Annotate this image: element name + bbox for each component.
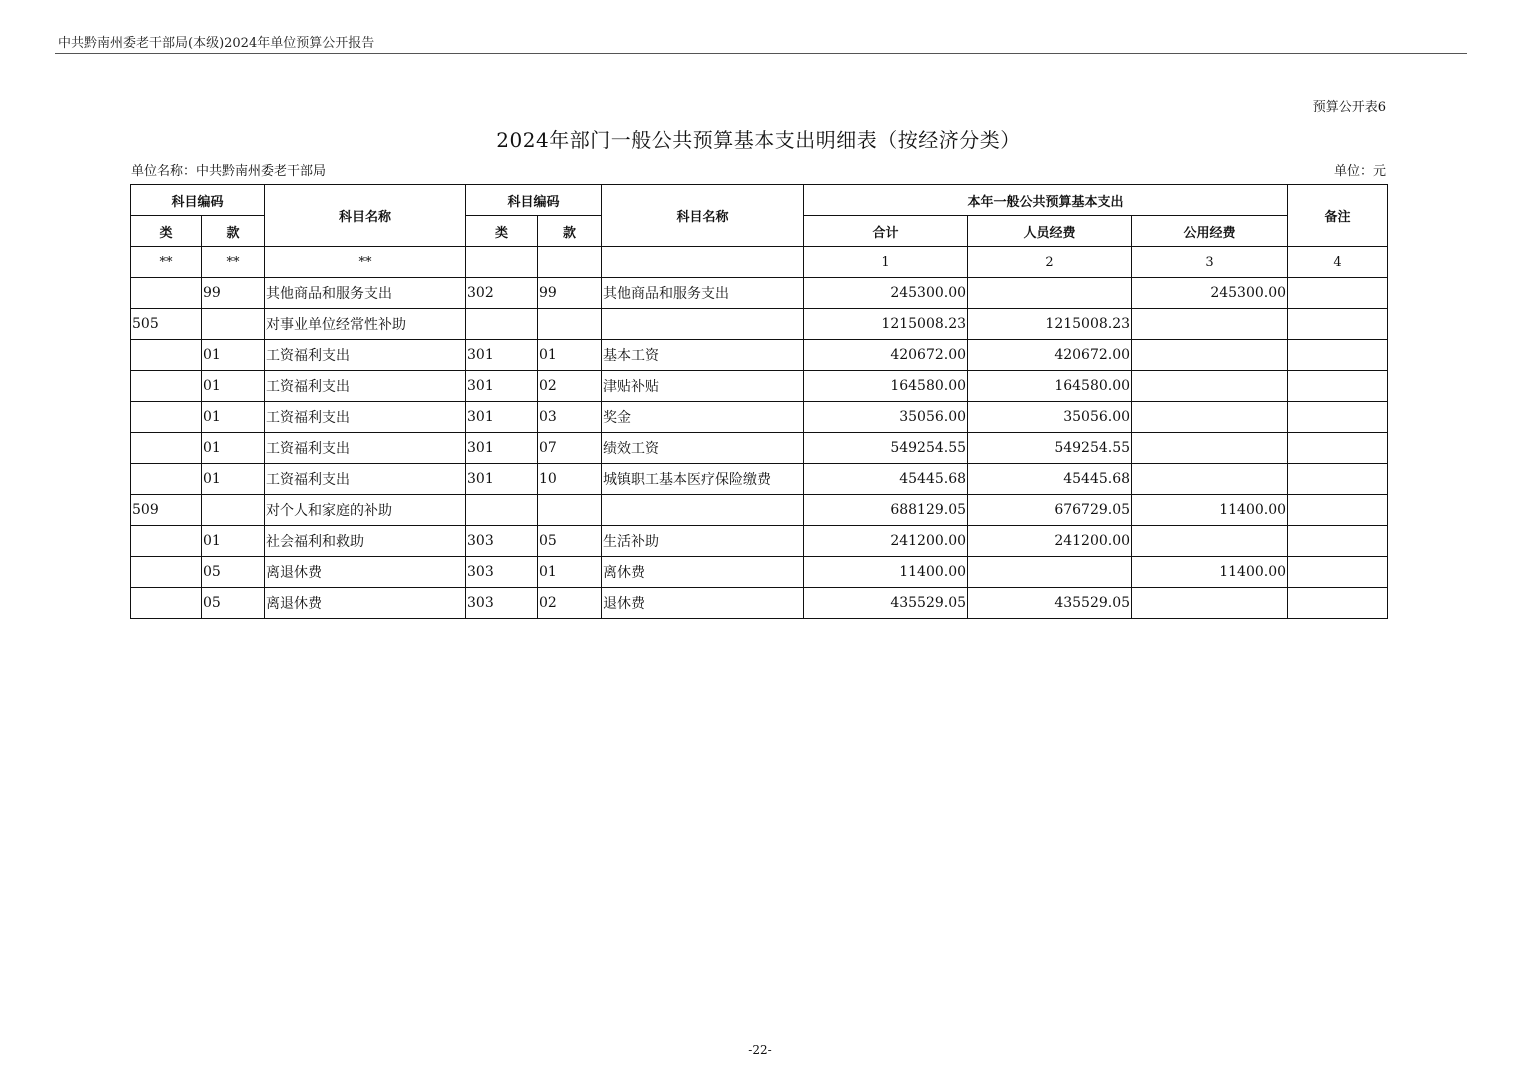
header-subject-name: 科目名称 xyxy=(265,185,466,247)
cell-remark xyxy=(1288,526,1388,557)
cell-name: 对事业单位经常性补助 xyxy=(265,309,466,340)
cell-name2: 绩效工资 xyxy=(602,433,804,464)
cell-kuan: 99 xyxy=(202,278,265,309)
index-cell xyxy=(602,247,804,278)
cell-remark xyxy=(1288,588,1388,619)
cell-name: 离退休费 xyxy=(265,588,466,619)
cell-lei2: 301 xyxy=(466,402,538,433)
cell-lei xyxy=(131,340,202,371)
cell-lei: 509 xyxy=(131,495,202,526)
cell-kuan2: 01 xyxy=(538,340,602,371)
cell-personnel: 45445.68 xyxy=(968,464,1132,495)
cell-remark xyxy=(1288,464,1388,495)
cell-public xyxy=(1132,433,1288,464)
cell-name2: 生活补助 xyxy=(602,526,804,557)
cell-lei xyxy=(131,402,202,433)
cell-lei2 xyxy=(466,495,538,526)
table-number: 预算公开表6 xyxy=(1312,100,1386,115)
cell-kuan2: 05 xyxy=(538,526,602,557)
cell-name2: 城镇职工基本医疗保险缴费 xyxy=(602,464,804,495)
cell-total: 164580.00 xyxy=(804,371,968,402)
header-kuan2: 款 xyxy=(538,216,602,247)
cell-remark xyxy=(1288,557,1388,588)
cell-remark xyxy=(1288,371,1388,402)
cell-name: 工资福利支出 xyxy=(265,340,466,371)
cell-total: 241200.00 xyxy=(804,526,968,557)
cell-public: 245300.00 xyxy=(1132,278,1288,309)
page-header: 中共黔南州委老干部局(本级)2024年单位预算公开报告 xyxy=(58,36,375,51)
cell-remark xyxy=(1288,433,1388,464)
table-row xyxy=(131,495,1388,526)
cell-public xyxy=(1132,402,1288,433)
header-total: 合计 xyxy=(804,216,968,247)
cell-lei2: 301 xyxy=(466,433,538,464)
table-row xyxy=(131,588,1388,619)
table-row xyxy=(131,402,1388,433)
cell-kuan2: 03 xyxy=(538,402,602,433)
cell-remark xyxy=(1288,340,1388,371)
header-remark: 备注 xyxy=(1288,185,1388,247)
cell-kuan: 05 xyxy=(202,588,265,619)
cell-total: 688129.05 xyxy=(804,495,968,526)
header-lei: 类 xyxy=(131,216,202,247)
cell-lei2: 301 xyxy=(466,371,538,402)
index-cell: ** xyxy=(131,247,202,278)
cell-public: 11400.00 xyxy=(1132,557,1288,588)
page-number: -22- xyxy=(748,1043,772,1057)
cell-remark xyxy=(1288,402,1388,433)
cell-name: 工资福利支出 xyxy=(265,464,466,495)
cell-public xyxy=(1132,309,1288,340)
header-kuan: 款 xyxy=(202,216,265,247)
cell-public xyxy=(1132,371,1288,402)
table-row xyxy=(131,557,1388,588)
table-row xyxy=(131,526,1388,557)
unit-name: 单位名称：中共黔南州委老干部局 xyxy=(131,164,327,179)
cell-public xyxy=(1132,340,1288,371)
expenditure-detail-table xyxy=(130,184,1388,619)
cell-kuan: 01 xyxy=(202,526,265,557)
cell-kuan2 xyxy=(538,495,602,526)
header-econ-name: 科目名称 xyxy=(602,185,804,247)
cell-personnel xyxy=(968,557,1132,588)
cell-kuan: 01 xyxy=(202,433,265,464)
cell-name2 xyxy=(602,309,804,340)
header-subject-code: 科目编码 xyxy=(131,185,265,216)
cell-name: 工资福利支出 xyxy=(265,402,466,433)
cell-lei2: 301 xyxy=(466,464,538,495)
cell-public xyxy=(1132,464,1288,495)
cell-name2: 津贴补贴 xyxy=(602,371,804,402)
document-title: 2024年部门一般公共预算基本支出明细表（按经济分类） xyxy=(496,128,1021,152)
header-personnel: 人员经费 xyxy=(968,216,1132,247)
index-cell xyxy=(466,247,538,278)
table-row xyxy=(131,309,1388,340)
cell-name2: 其他商品和服务支出 xyxy=(602,278,804,309)
cell-kuan: 01 xyxy=(202,371,265,402)
cell-lei xyxy=(131,278,202,309)
cell-kuan xyxy=(202,495,265,526)
cell-name2: 退休费 xyxy=(602,588,804,619)
cell-name: 对个人和家庭的补助 xyxy=(265,495,466,526)
cell-personnel: 435529.05 xyxy=(968,588,1132,619)
cell-personnel: 549254.55 xyxy=(968,433,1132,464)
table-row xyxy=(131,278,1388,309)
cell-total: 549254.55 xyxy=(804,433,968,464)
cell-kuan2: 07 xyxy=(538,433,602,464)
cell-kuan2: 01 xyxy=(538,557,602,588)
cell-personnel xyxy=(968,278,1132,309)
cell-lei xyxy=(131,371,202,402)
header-row-1 xyxy=(131,185,1388,216)
cell-kuan2: 10 xyxy=(538,464,602,495)
cell-lei2: 303 xyxy=(466,557,538,588)
index-cell: ** xyxy=(265,247,466,278)
cell-public: 11400.00 xyxy=(1132,495,1288,526)
currency-unit: 单位：元 xyxy=(1333,164,1386,179)
cell-public xyxy=(1132,588,1288,619)
table-row xyxy=(131,371,1388,402)
cell-lei: 505 xyxy=(131,309,202,340)
index-cell: 3 xyxy=(1132,247,1288,278)
header-public: 公用经费 xyxy=(1132,216,1288,247)
cell-lei2: 301 xyxy=(466,340,538,371)
cell-name: 工资福利支出 xyxy=(265,433,466,464)
cell-personnel: 164580.00 xyxy=(968,371,1132,402)
header-divider xyxy=(55,53,1467,54)
cell-lei xyxy=(131,588,202,619)
cell-kuan: 01 xyxy=(202,464,265,495)
cell-name2 xyxy=(602,495,804,526)
cell-name: 社会福利和救助 xyxy=(265,526,466,557)
cell-name: 离退休费 xyxy=(265,557,466,588)
cell-name: 其他商品和服务支出 xyxy=(265,278,466,309)
cell-personnel: 241200.00 xyxy=(968,526,1132,557)
cell-total: 45445.68 xyxy=(804,464,968,495)
cell-kuan: 01 xyxy=(202,340,265,371)
cell-remark xyxy=(1288,309,1388,340)
index-row xyxy=(131,247,1388,278)
cell-name2: 离休费 xyxy=(602,557,804,588)
header-econ-code: 科目编码 xyxy=(466,185,602,216)
cell-personnel: 676729.05 xyxy=(968,495,1132,526)
index-cell: 2 xyxy=(968,247,1132,278)
header-lei2: 类 xyxy=(466,216,538,247)
cell-total: 245300.00 xyxy=(804,278,968,309)
cell-personnel: 420672.00 xyxy=(968,340,1132,371)
cell-public xyxy=(1132,526,1288,557)
cell-kuan2: 02 xyxy=(538,371,602,402)
cell-kuan2: 02 xyxy=(538,588,602,619)
cell-total: 35056.00 xyxy=(804,402,968,433)
cell-personnel: 1215008.23 xyxy=(968,309,1132,340)
cell-name: 工资福利支出 xyxy=(265,371,466,402)
cell-name2: 基本工资 xyxy=(602,340,804,371)
cell-lei2: 303 xyxy=(466,588,538,619)
index-cell xyxy=(538,247,602,278)
cell-kuan: 05 xyxy=(202,557,265,588)
index-cell: 4 xyxy=(1288,247,1388,278)
cell-name2: 奖金 xyxy=(602,402,804,433)
index-cell: 1 xyxy=(804,247,968,278)
cell-total: 420672.00 xyxy=(804,340,968,371)
table-row xyxy=(131,340,1388,371)
cell-remark xyxy=(1288,278,1388,309)
cell-total: 1215008.23 xyxy=(804,309,968,340)
table-row xyxy=(131,433,1388,464)
cell-kuan xyxy=(202,309,265,340)
cell-total: 435529.05 xyxy=(804,588,968,619)
header-current-year: 本年一般公共预算基本支出 xyxy=(804,185,1288,216)
cell-lei xyxy=(131,433,202,464)
cell-kuan2: 99 xyxy=(538,278,602,309)
cell-personnel: 35056.00 xyxy=(968,402,1132,433)
cell-lei xyxy=(131,464,202,495)
cell-lei2: 303 xyxy=(466,526,538,557)
index-cell: ** xyxy=(202,247,265,278)
cell-lei2 xyxy=(466,309,538,340)
cell-lei2: 302 xyxy=(466,278,538,309)
cell-lei xyxy=(131,526,202,557)
cell-total: 11400.00 xyxy=(804,557,968,588)
cell-remark xyxy=(1288,495,1388,526)
cell-lei xyxy=(131,557,202,588)
table-row xyxy=(131,464,1388,495)
cell-kuan2 xyxy=(538,309,602,340)
cell-kuan: 01 xyxy=(202,402,265,433)
